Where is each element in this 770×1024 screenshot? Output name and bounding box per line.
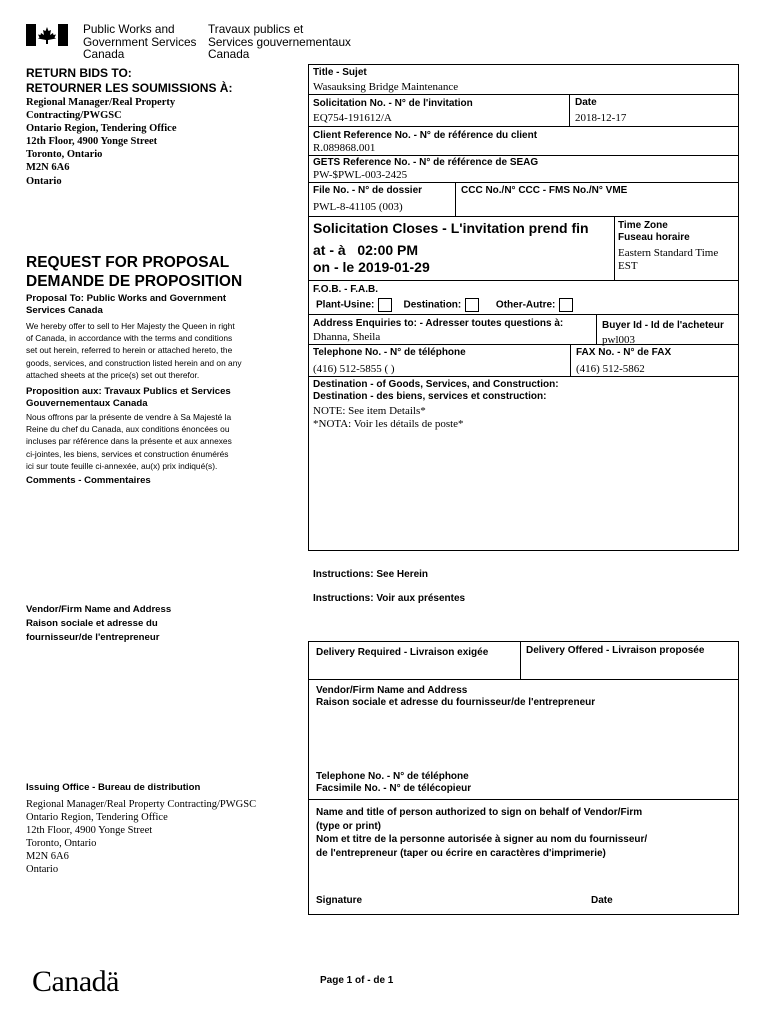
- gets-reference-label: GETS Reference No. - N° de référence de SEAG: [313, 157, 539, 168]
- date-value: 2018-12-17: [575, 112, 627, 124]
- destination-goods-value: NOTE: See item Details* *NOTA: Voir les détails de poste*: [313, 405, 464, 430]
- document-title: REQUEST FOR PROPOSAL DEMANDE DE PROPOSITION: [26, 254, 243, 290]
- page-number: Page 1 of - de 1: [320, 975, 394, 986]
- canada-flag-icon: [26, 24, 68, 46]
- solicitation-closes-title: Solicitation Closes - L'invitation prend fin: [313, 220, 589, 236]
- destination-goods-label: Destination - of Goods, Services, and Construction: Destination - des biens, services et construction:: [313, 379, 559, 402]
- proposal-to-en: Proposal To: Public Works and Government Services Canada: [26, 293, 227, 316]
- comments-label: Comments - Commentaires: [26, 475, 151, 486]
- delivery-required-label: Delivery Required - Livraison exigée: [316, 647, 489, 658]
- time-zone-value: Eastern Standard Time EST: [618, 247, 719, 272]
- vendor-name-label: Vendor/Firm Name and Address Raison sociale et adresse du fournisseur/de l'entrepreneur: [26, 604, 172, 643]
- address-enquiries-value: Dhanna, Sheila: [313, 331, 381, 343]
- address-enquiries-label: Address Enquiries to: - Adresser toutes questions à:: [313, 318, 564, 329]
- telephone-label: Telephone No. - N° de téléphone: [313, 347, 466, 358]
- signature-label: Signature: [316, 895, 363, 906]
- solicitation-value: EQ754-191612/A: [313, 112, 392, 124]
- date-label: Date: [575, 97, 597, 108]
- plant-checkbox[interactable]: [378, 298, 392, 312]
- fob-label: F.O.B. - F.A.B.: [313, 284, 378, 295]
- telephone-fax-label: Telephone No. - N° de téléphone Facsimile No. - N° de télécopieur: [316, 771, 472, 794]
- issuing-address: Regional Manager/Real Property Contracting/PWGSC Ontario Region, Tendering Office 12th Floor, 4900 Yonge Street Toronto, Ontario M2N 6A6 Ontario: [26, 799, 257, 875]
- destination-checkbox[interactable]: [465, 298, 479, 312]
- vendor-firm-label: Vendor/Firm Name and Address Raison sociale et adresse du fournisseur/de l'entrepreneur: [316, 685, 596, 708]
- closing-date: on - le 2019-01-29: [313, 259, 430, 275]
- canada-wordmark: Canadä: [32, 965, 119, 998]
- department-name-en: Public Works and Government Services Canada: [83, 22, 197, 61]
- buyer-id-value: pwl003: [602, 334, 635, 346]
- title-label: Title - Sujet: [313, 67, 367, 78]
- ccc-label: CCC No./N° CCC - FMS No./N° VME: [461, 185, 628, 196]
- fax-value: (416) 512-5862: [576, 363, 645, 375]
- fax-label: FAX No. - N° de FAX: [576, 347, 672, 358]
- title-value: Wasauksing Bridge Maintenance: [313, 81, 459, 93]
- solicitation-label: Solicitation No. - N° de l'invitation: [313, 98, 473, 109]
- fob-options: Plant-Usine: Destination: Other-Autre:: [316, 298, 573, 312]
- time-zone-label: Time Zone Fuseau horaire: [618, 220, 690, 243]
- delivery-offered-label: Delivery Offered - Livraison proposée: [526, 645, 705, 656]
- proposal-to-fr: Proposition aux: Travaux Publics et Services Gouvernementaux Canada: [26, 386, 231, 409]
- instructions-en: Instructions: See Herein: [313, 569, 429, 580]
- gets-reference-value: PW-$PWL-003-2425: [313, 169, 408, 181]
- return-bids-title: RETURN BIDS TO: RETOURNER LES SOUMISSIONS À:: [26, 66, 233, 95]
- department-name-fr: Travaux publics et Services gouvernementaux Canada: [208, 22, 351, 61]
- buyer-id-label: Buyer Id - Id de l'acheteur: [602, 320, 724, 331]
- proposal-text-en: We hereby offer to sell to Her Majesty the Queen in right of Canada, in accordance with the terms and conditions set out herein, referred to herein or attached hereto, the goods, services, and construction listed herein and on any attached sheets at the price(s) set out therefor.: [26, 321, 242, 380]
- signature-date-label: Date: [591, 895, 613, 906]
- other-checkbox[interactable]: [559, 298, 573, 312]
- telephone-value: (416) 512-5855 ( ): [313, 363, 395, 375]
- issuing-office-label: Issuing Office - Bureau de distribution: [26, 782, 201, 793]
- proposal-text-fr: Nous offrons par la présente de vendre à Sa Majesté la Reine du chef du Canada, aux conditions énoncées ou incluses par référence dans la présente et aux annexes ci-jointes, les biens, services et construction énumérés ici sur toute feuille ci-annexée, au(x) prix indiqué(s).: [26, 412, 232, 471]
- file-number-value: PWL-8-41105 (003): [313, 201, 403, 213]
- return-address: Regional Manager/Real Property Contracting/PWGSC Ontario Region, Tendering Office 12th Floor, 4900 Yonge Street Toronto, Ontario M2N 6A6 Ontario: [26, 97, 177, 187]
- instructions-fr: Instructions: Voir aux présentes: [313, 593, 466, 604]
- closing-time: at - à 02:00 PM: [313, 242, 419, 258]
- client-reference-value: R.089868.001: [313, 142, 376, 154]
- authorized-person-label: Name and title of person authorized to sign on behalf of Vendor/Firm (type or print) Nom et titre de la personne autorisée à signer au nom du fournisseur/ de l'entrepreneur (taper ou écrire en caractères d'imprimerie): [316, 807, 648, 859]
- client-reference-label: Client Reference No. - N° de référence du client: [313, 130, 538, 141]
- file-number-label: File No. - N° de dossier: [313, 185, 423, 196]
